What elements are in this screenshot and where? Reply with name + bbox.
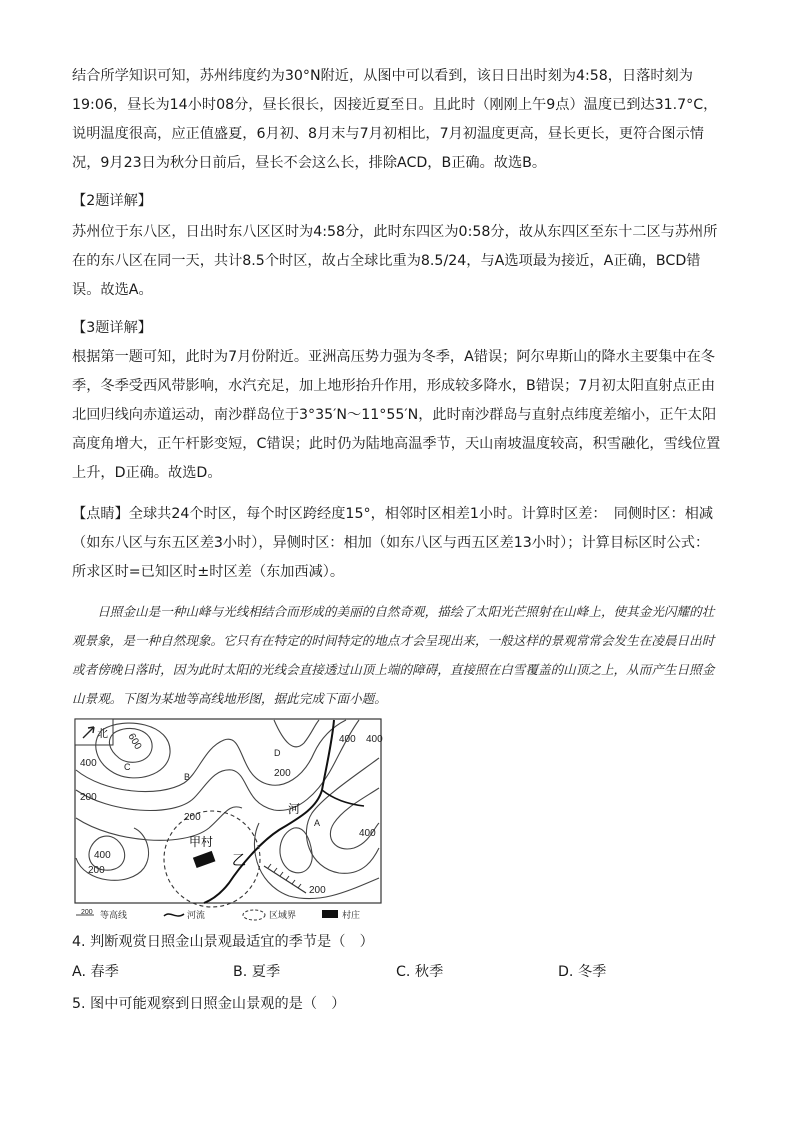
contour-label: 400 [339, 734, 356, 745]
tip-paragraph: 【点睛】全球共24个时区，每个时区跨经度15°，相邻时区相差1小时。计算时区差： 同侧时区：相减（如东八区与东五区差3小时），异侧时区：相加（如东八区与西五区差13小时）；计算目标区时公式：所求区时=已知区时±时区差（东加西减）。 [72, 506, 714, 580]
contour-label: 200 [309, 885, 326, 896]
q2-heading: 【2题详解】 [72, 193, 152, 209]
legend-contour: 等高线 [100, 910, 128, 920]
river-branch [322, 790, 364, 806]
north-arrow-icon [75, 719, 113, 745]
contour-label: 400 [366, 734, 383, 745]
point-b-label: B [184, 772, 191, 782]
q4-stem: 4. 判断观赏日照金山景观最适宜的季节是（ ） [72, 934, 374, 950]
contour-label: 200 [274, 768, 291, 779]
map-legend [76, 909, 360, 920]
q4-option-b[interactable]: B. 夏季 [233, 964, 281, 980]
contour-label: 600 [125, 731, 144, 752]
contour-label: 200 [184, 812, 201, 823]
q3-heading: 【3题详解】 [72, 320, 152, 336]
legend-contour-sample: 200 [81, 909, 93, 916]
map-frame [75, 719, 381, 903]
village-label: 甲村 [189, 835, 214, 849]
contour-label: 400 [359, 828, 376, 839]
contour-lines [76, 720, 379, 899]
q5-stem: 5. 图中可能观察到日照金山景观的是（ ） [72, 996, 346, 1012]
village-marker [193, 851, 216, 868]
intro-paragraph: 日照金山是一种山峰与光线相结合而形成的美丽的自然奇观，描绘了太阳光芒照射在山峰上，使其金光闪耀的壮观景象，是一种自然现象。它只有在特定的时间特定的地点才会呈现出来，一般这样的景观常常会发生在凌晨日出时或者傍晚日落时，因为此时太阳的光线会直接透过山顶上端的障碍，直接照在白雪覆盖的山顶之上，从而产生日照金山景观。下图为某地等高线地形图，据此完成下面小题。 [72, 604, 715, 706]
cliff-line [264, 866, 306, 893]
point-d-label: D [274, 748, 281, 758]
north-label: 北 [97, 728, 108, 740]
contour-label: 400 [80, 758, 97, 769]
q2-analysis-paragraph: 苏州位于东八区，日出时东八区区时为4:58分，此时东四区为0:58分，故从东四区至东十二区与苏州所在的东八区在同一天，共计8.5个时区，故占全球比重为8.5/24，与A选项最为接近，A正确，BCD错误。故选A。 [72, 224, 718, 298]
legend-village: 村庄 [342, 910, 361, 920]
contour-label: 200 [88, 865, 105, 876]
contour-map [74, 718, 386, 923]
cliff-hatch [268, 864, 301, 888]
q4-option-c[interactable]: C. 秋季 [396, 964, 444, 980]
legend-zone: 区域界 [269, 910, 297, 920]
q4-option-d[interactable]: D. 冬季 [558, 964, 607, 980]
legend-village-icon [322, 910, 338, 918]
point-a-label: A [314, 818, 321, 828]
contour-label: 400 [94, 850, 111, 861]
legend-river-icon [164, 914, 184, 916]
legend-river: 河流 [187, 910, 206, 920]
q3-analysis-paragraph: 根据第一题可知，此时为7月份附近。亚洲高压势力强为冬季，A错误；阿尔卑斯山的降水主要集中在冬季，冬季受西风带影响，水汽充足，加上地形抬升作用，形成较多降水，B错误；7月初太阳直射点正由北回归线向赤道运动，南沙群岛位于3°35′N～11°55′N，此时南沙群岛与直射点纬度差缩小，正午太阳高度角增大，正午杆影变短，C错误；此时仍为陆地高温季节，天山南坡温度较高，积雪融化，雪线位置上升，D正确。故选D。 [72, 349, 721, 481]
point-c-label: C [124, 762, 131, 772]
contour-label: 200 [80, 792, 97, 803]
river-line [204, 720, 334, 903]
q4-option-a[interactable]: A. 春季 [72, 964, 119, 980]
river-label: 河 [288, 802, 301, 816]
legend-zone-icon [243, 910, 265, 920]
q1-analysis-paragraph: 结合所学知识可知，苏州纬度约为30°N附近，从图中可以看到，该日日出时刻为4:58，日落时刻为19:06，昼长为14小时08分，昼长很长，因接近夏至日。且此时（刚刚上午9点）温度已到达31.7°C，说明温度很高，应正值盛夏，6月初、8月末与7月初相比，7月初温度更高，昼长更长，更符合图示情况，9月23日为秋分日前后，昼长不会这么长，排除ACD，B正确。故选B。 [72, 68, 718, 171]
zone-label: 乙 [232, 852, 246, 868]
